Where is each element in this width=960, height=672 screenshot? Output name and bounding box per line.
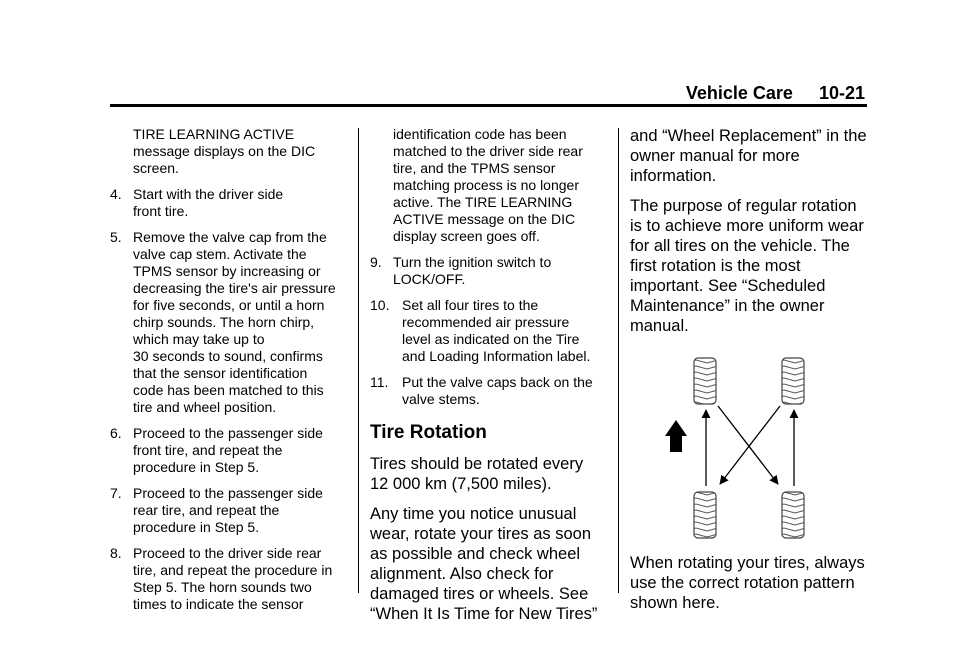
front-right-to-rear-left-arrow <box>720 406 780 484</box>
rotation-purpose-paragraph: The purpose of regular rotation is to achieve more uniform wear for all tires on the vehicle. The first rotation is the most important. See “Scheduled Maintenance” in the owner manual. <box>630 197 864 335</box>
step-4: 4. Start with the driver side front tire. <box>110 186 284 219</box>
step-7: 7. Proceed to the passenger side rear tire, and repeat the procedure in Step 5. <box>110 485 323 535</box>
step-9: 9. Turn the ignition switch to LOCK/OFF. <box>370 254 552 287</box>
front-right-tire <box>782 358 804 404</box>
front-left-tire <box>694 358 716 404</box>
rotation-pattern-paragraph: When rotating your tires, always use the correct rotation pattern shown here. <box>630 554 865 612</box>
column-2 <box>370 126 610 634</box>
rear-right-tire <box>782 492 804 538</box>
step-6: 6. Proceed to the passenger side front tire, and repeat the procedure in Step 5. <box>110 425 323 475</box>
front-left-to-rear-right-arrow <box>718 406 778 484</box>
forward-direction-arrow-icon <box>665 420 687 452</box>
rear-left-tire <box>694 492 716 538</box>
section-heading: Tire Rotation <box>370 422 487 443</box>
column-divider-2 <box>618 128 619 593</box>
page-header <box>686 83 865 104</box>
column-divider-1 <box>358 128 359 593</box>
step-8: 8. Proceed to the driver side rear tire, and repeat the procedure in Step 5. The horn sounds two times to indicate the sensor <box>110 545 333 612</box>
step-5: 5. Remove the valve cap from the valve cap stem. Activate the TPMS sensor by increasing or decreasing the tire's air pressure for five seconds, or until a horn chirp sounds. The horn chirp, which may take up to 30 seconds to sound, confirms that the sensor identification code has been matched to this tire and wheel position. <box>110 229 336 415</box>
header-rule <box>110 104 867 107</box>
wheel-replacement-paragraph: and “Wheel Replacement” in the owner manual for more information. <box>630 127 867 185</box>
continued-text: TIRE LEARNING ACTIVE message displays on the DIC screen. <box>133 126 316 176</box>
step-11: 11. Put the valve caps back on the valve stems. <box>370 374 593 407</box>
column-1 <box>110 126 350 622</box>
rotation-interval-paragraph: Tires should be rotated every 12 000 km (7,500 miles). <box>370 455 584 493</box>
step-10: 10. Set all four tires to the recommended air pressure level as indicated on the Tire and Loading Information label. <box>370 297 591 364</box>
column-3 <box>630 126 870 623</box>
page-number: 10-21 <box>818 83 865 103</box>
unusual-wear-paragraph: Any time you notice unusual wear, rotate your tires as soon as possible and check wheel alignment. Also check for damaged tires or wheels. See “When It Is Time for New Tires” <box>370 505 598 623</box>
continued-text: identification code has been matched to the driver side rear tire, and the TPMS sensor matching process is no longer active. The TIRE LEARNING ACTIVE message on the DIC display screen goes off. <box>393 126 583 244</box>
section-title: Vehicle Care <box>685 83 793 103</box>
tire-rotation-diagram <box>630 352 870 542</box>
